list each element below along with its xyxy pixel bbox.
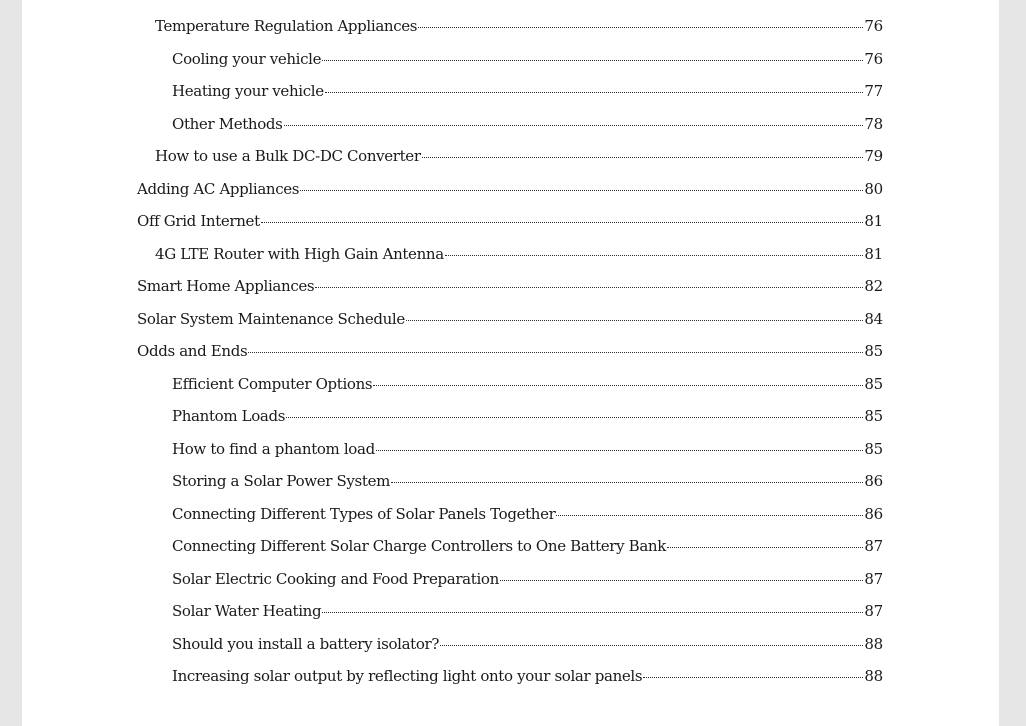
toc-entry-page-number: 81: [864, 212, 883, 230]
toc-entry-page-number: 76: [864, 17, 883, 35]
toc-entry-page-number: 81: [864, 244, 883, 263]
toc-entry-page-number: 87: [864, 569, 883, 588]
toc-entry-title: Connecting Different Types of Solar Panels Together: [172, 504, 556, 523]
toc-entry[interactable]: [137, 342, 883, 366]
toc-dot-leader: [643, 676, 863, 678]
toc-entry[interactable]: [137, 212, 883, 236]
toc-entry-title: Solar Water Heating: [172, 602, 322, 620]
toc-entry-title: Connecting Different Solar Charge Controllers to One Battery Bank: [172, 537, 666, 555]
toc-dot-leader: [325, 91, 864, 93]
toc-entry-title: Off Grid Internet: [137, 212, 260, 230]
toc-entry[interactable]: [137, 310, 883, 334]
toc-dot-leader: [418, 26, 863, 28]
toc-entry-title: How to find a phantom load: [172, 439, 375, 458]
toc-dot-leader: [315, 286, 863, 288]
toc-entry-title: Efficient Computer Options: [172, 374, 373, 393]
toc-dot-leader: [556, 514, 863, 516]
toc-entry[interactable]: [172, 602, 883, 626]
toc-dot-leader: [500, 579, 863, 581]
toc-entry-page-number: 84: [864, 309, 883, 328]
toc-entry-page-number: 87: [864, 602, 883, 620]
toc-entry-title: Should you install a battery isolator?: [172, 634, 440, 653]
toc-entry-page-number: 87: [864, 537, 883, 555]
toc-entry[interactable]: [172, 570, 883, 594]
toc-entry-title: 4G LTE Router with High Gain Antenna: [155, 244, 444, 263]
toc-entry[interactable]: [155, 17, 883, 41]
toc-entry-page-number: 85: [864, 342, 883, 360]
toc-entry-title: Odds and Ends: [137, 342, 248, 360]
toc-entry-title: Increasing solar output by reflecting light onto your solar panels: [172, 667, 643, 685]
document-page: [22, 0, 999, 726]
toc-dot-leader: [422, 156, 864, 158]
toc-entry[interactable]: [172, 407, 883, 431]
toc-entry-page-number: 85: [864, 374, 883, 393]
toc-dot-leader: [440, 644, 863, 646]
toc-entry[interactable]: [172, 440, 883, 464]
toc-entry-title: Temperature Regulation Appliances: [155, 17, 418, 35]
toc-entry-page-number: 77: [864, 82, 883, 100]
toc-entry-page-number: 76: [864, 49, 883, 68]
toc-dot-leader: [376, 449, 863, 451]
toc-entry-page-number: 78: [864, 114, 883, 133]
toc-entry-page-number: 85: [864, 407, 883, 425]
toc-entry-title: Phantom Loads: [172, 407, 286, 425]
toc-entry-page-number: 80: [864, 179, 883, 198]
toc-dot-leader: [322, 59, 863, 61]
toc-dot-leader: [373, 384, 863, 386]
toc-entry[interactable]: [172, 537, 883, 561]
toc-entry-title: Adding AC Appliances: [137, 179, 300, 198]
toc-entry-page-number: 86: [864, 472, 883, 490]
toc-entry-title: Other Methods: [172, 114, 283, 133]
toc-entry[interactable]: [172, 667, 883, 691]
toc-entry[interactable]: [172, 472, 883, 496]
toc-dot-leader: [391, 481, 863, 483]
toc-dot-leader: [284, 124, 864, 126]
toc-entry[interactable]: [137, 180, 883, 204]
toc-dot-leader: [286, 416, 863, 418]
toc-entry[interactable]: [172, 50, 883, 74]
toc-entry-page-number: 86: [864, 504, 883, 523]
toc-entry-page-number: 79: [864, 147, 883, 165]
toc-dot-leader: [300, 189, 863, 191]
toc-entry-title: Smart Home Appliances: [137, 277, 315, 295]
toc-dot-leader: [406, 319, 863, 321]
toc-entry-title: Solar System Maintenance Schedule: [137, 309, 405, 328]
toc-entry[interactable]: [155, 245, 883, 269]
toc-entry-page-number: 88: [864, 634, 883, 653]
toc-entry-title: How to use a Bulk DC-DC Converter: [155, 147, 421, 165]
toc-entry[interactable]: [172, 505, 883, 529]
toc-entry[interactable]: [172, 115, 883, 139]
toc-entry-title: Solar Electric Cooking and Food Preparation: [172, 569, 499, 588]
toc-entry[interactable]: [137, 277, 883, 301]
toc-entry[interactable]: [172, 82, 883, 106]
toc-entry[interactable]: [172, 635, 883, 659]
toc-entry-title: Cooling your vehicle: [172, 49, 322, 68]
toc-entry-page-number: 85: [864, 439, 883, 458]
toc-entry-title: Heating your vehicle: [172, 82, 324, 100]
toc-dot-leader: [248, 351, 863, 353]
toc-entry-page-number: 88: [864, 667, 883, 685]
toc-dot-leader: [322, 611, 863, 613]
toc-dot-leader: [667, 546, 863, 548]
toc-entry[interactable]: [172, 375, 883, 399]
toc-entry[interactable]: [155, 147, 883, 171]
toc-entry-title: Storing a Solar Power System: [172, 472, 390, 490]
toc-entry-page-number: 82: [864, 277, 883, 295]
toc-dot-leader: [445, 254, 864, 256]
toc-dot-leader: [261, 221, 864, 223]
